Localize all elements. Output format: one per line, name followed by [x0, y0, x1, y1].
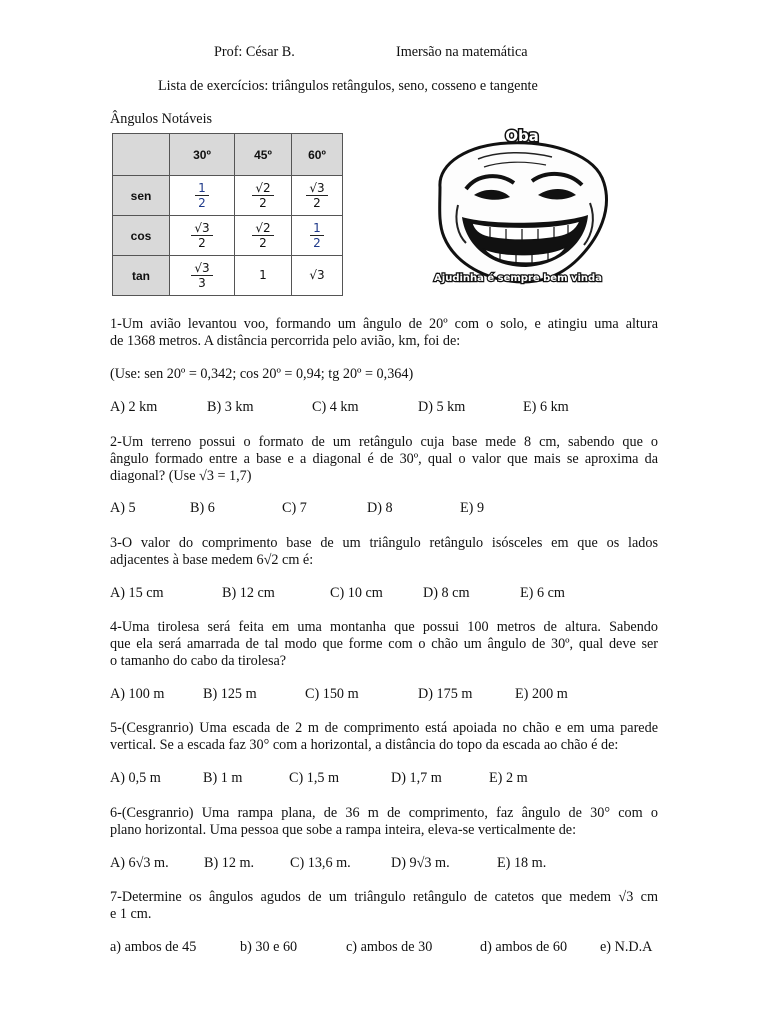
table-title: Ângulos Notáveis — [110, 111, 213, 127]
option: C) 13,6 m. — [290, 855, 351, 871]
option: E) 18 m. — [497, 855, 547, 871]
option: B) 6 — [190, 500, 215, 516]
row-label-tan: tan — [113, 256, 170, 296]
cell-tan-60: √3 — [292, 256, 343, 296]
option: C) 150 m — [305, 686, 359, 702]
column-header-60: 60º — [292, 134, 343, 176]
column-header-30: 30º — [170, 134, 235, 176]
option: C) 1,5 m — [289, 770, 340, 786]
cell-tan-45: 1 — [235, 256, 292, 296]
table-corner-cell — [113, 134, 170, 176]
option: A) 6√3 m. — [110, 855, 169, 871]
troll-face-meme-image — [428, 125, 616, 297]
option: A) 100 m — [110, 686, 165, 702]
question-2-text: 2-Um terreno possui o formato de um retângulo cuja base mede 8 cm, sabendo que o ângulo formado entre a base e a diagonal é de 30º, qual o valor que mais se aproxima da diagonal? (Use √3 = 1,7) — [110, 434, 658, 484]
option: B) 12 cm — [222, 585, 275, 601]
meme-bottom-text: Ajudinha é sempre bem vinda — [434, 273, 602, 284]
cell-cos-45: $\frac{√2}{2}$ — [235, 216, 292, 256]
question-1-text: 1-Um avião levantou voo, formando um ângulo de 20º com o solo, e atingiu uma altura de 1368 metros. A distância percorrida pelo avião, km, foi de: — [110, 316, 658, 349]
option: c) ambos de 30 — [346, 939, 433, 955]
question-1-note: (Use: sen 20º = 0,342; cos 20º = 0,94; tg 20º = 0,364) — [110, 366, 414, 382]
question-4-text: 4-Uma tirolesa será feita em uma montanha que possui 100 metros de altura. Sabendo que ela será amarrada de tal modo que forme com o chão um ângulo de 30º, qual deve ser o tamanho do cabo da tirolesa? — [110, 619, 658, 669]
question-7-text: 7-Determine os ângulos agudos de um triângulo retângulo de catetos que medem √3 cm e 1 cm. — [110, 889, 658, 922]
option: B) 1 m — [203, 770, 243, 786]
question-3-text: 3-O valor do comprimento base de um triângulo retângulo isósceles em que os lados adjacentes à base medem 6√2 cm é: — [110, 535, 658, 568]
option: A) 0,5 m — [110, 770, 161, 786]
option: D) 9√3 m. — [391, 855, 450, 871]
option: B) 12 m. — [204, 855, 255, 871]
cell-sen-60: $\frac{√3}{2}$ — [292, 176, 343, 216]
meme-top-text: Oba — [505, 127, 539, 145]
option: D) 5 km — [418, 399, 466, 415]
option: B) 125 m — [203, 686, 257, 702]
row-label-cos: cos — [113, 216, 170, 256]
question-5-text: 5-(Cesgranrio) Uma escada de 2 m de comprimento está apoiada no chão e em uma parede vertical. Se a escada faz 30° com a horizontal, a distância do topo da escada ao chão é de: — [110, 720, 658, 753]
option: E) 200 m — [515, 686, 568, 702]
question-6-text: 6-(Cesgranrio) Uma rampa plana, de 36 m de comprimento, faz ângulo de 30° com o plano horizontal. Uma pessoa que sobe a rampa inteira, eleva-se verticalmente de: — [110, 805, 658, 838]
professor-name: Prof: César B. — [214, 44, 295, 60]
option: E) 9 — [460, 500, 485, 516]
row-label-sen: sen — [113, 176, 170, 216]
option: E) 6 km — [523, 399, 569, 415]
option: A) 5 — [110, 500, 136, 516]
option: A) 15 cm — [110, 585, 164, 601]
course-title: Imersão na matemática — [396, 44, 528, 60]
option: D) 1,7 m — [391, 770, 442, 786]
exercise-list-title: Lista de exercícios: triângulos retângulos, seno, cosseno e tangente — [158, 78, 538, 94]
option: C) 4 km — [312, 399, 359, 415]
cell-cos-30: $\frac{√3}{2}$ — [170, 216, 235, 256]
option: b) 30 e 60 — [240, 939, 298, 955]
option: a) ambos de 45 — [110, 939, 197, 955]
option: C) 10 cm — [330, 585, 383, 601]
cell-sen-30: $\frac{1}{2}$ — [170, 176, 235, 216]
option: e) N.D.A — [600, 939, 653, 955]
option: B) 3 km — [207, 399, 254, 415]
cell-sen-45: $\frac{√2}{2}$ — [235, 176, 292, 216]
option: D) 175 m — [418, 686, 473, 702]
option: E) 6 cm — [520, 585, 565, 601]
option: d) ambos de 60 — [480, 939, 568, 955]
option: C) 7 — [282, 500, 307, 516]
option: A) 2 km — [110, 399, 158, 415]
option: D) 8 cm — [423, 585, 470, 601]
cell-cos-60: $\frac{1}{2}$ — [292, 216, 343, 256]
cell-tan-30: $\frac{√3}{3}$ — [170, 256, 235, 296]
option: E) 2 m — [489, 770, 528, 786]
notable-angles-table — [112, 133, 343, 296]
option: D) 8 — [367, 500, 393, 516]
column-header-45: 45º — [235, 134, 292, 176]
